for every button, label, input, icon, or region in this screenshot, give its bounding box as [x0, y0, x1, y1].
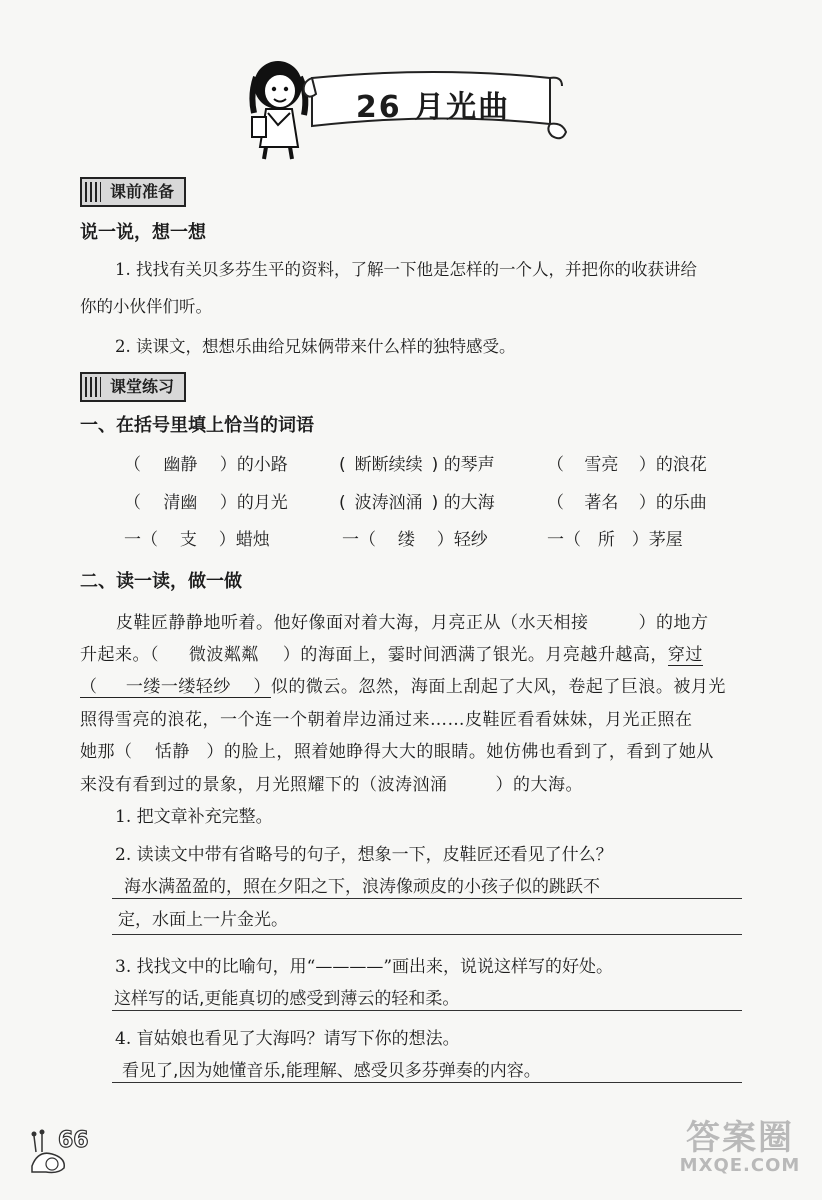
handwritten-answer-sub3: 这样写的话,更能真切的感受到薄云的轻和柔。	[114, 989, 460, 1009]
passage-text: 升起来。	[80, 645, 150, 665]
handwritten-answer: 幽静	[163, 455, 198, 475]
fill-blank-suffix: 的小路	[236, 455, 288, 475]
passage-line-1: 皮鞋匠静静地听着。他好像面对着大海，月亮正从（水天相接 ）的地方	[116, 608, 709, 633]
passage-text: 的脸上，照着她睁得大大的眼睛。她仿佛也看到了，看到了她从	[223, 742, 714, 762]
fill-blank-suffix: 茅屋	[648, 530, 683, 550]
q2-sub-1: 1. 把文章补充完整。	[115, 807, 273, 827]
section-tag-preparation	[80, 177, 186, 207]
handwritten-answer: 断断续续	[354, 455, 423, 475]
passage-text: 的地方	[656, 613, 709, 633]
measure-prefix: 一	[547, 530, 564, 550]
section-tag-label: 课堂练习	[110, 377, 175, 396]
watermark	[675, 1110, 805, 1176]
handwritten-answer-sub4: 看见了,因为她懂音乐,能理解、感受贝多芬弹奏的内容。	[122, 1061, 541, 1081]
tag-stripes-decoration	[85, 182, 101, 202]
handwritten-answer: 缕	[397, 530, 415, 550]
fill-blank-suffix: 的琴声	[443, 455, 495, 475]
fill-blank-suffix: 的大海	[443, 493, 495, 513]
fill-blank-suffix: 轻纱	[453, 530, 488, 550]
handwritten-answer-sub2-line-2: 定，水面上一片金光。	[118, 910, 288, 930]
handwritten-answer: 所	[597, 530, 615, 550]
handwritten-answer: 一缕一缕轻纱	[125, 677, 231, 697]
passage-line-5: 她那（ 恬静 ）的脸上，照着她睁得大大的眼睛。她仿佛也看到了，看到了她从	[80, 737, 714, 762]
answer-rule	[112, 934, 742, 935]
handwritten-answer: 著名	[584, 493, 619, 513]
handwritten-answer: 雪亮	[584, 455, 619, 475]
passage-line-3	[80, 672, 726, 697]
measure-prefix: 一	[342, 530, 359, 550]
measure-prefix: 一	[124, 530, 141, 550]
fill-blank-item: ( 波涛汹涌 ) 的大海	[339, 488, 495, 513]
fill-blank-item: 一（ 支 ）蜡烛	[124, 525, 270, 550]
q2-sub-2: 2. 读读文中带有省略号的句子，想象一下，皮鞋匠还看见了什么？	[115, 845, 613, 865]
fill-blank-item: 一（ 缕 ）轻纱	[342, 525, 488, 550]
passage-text: 似的微云。忽然，海面上刮起了大风，卷起了巨浪。被月光	[270, 677, 726, 697]
handwritten-answer: 水天相接	[518, 613, 589, 633]
page-number: 66	[58, 1128, 89, 1153]
handwritten-answer: 清幽	[163, 493, 198, 513]
fill-blank-item: （ 雪亮 ）的浪花	[547, 450, 707, 475]
passage-line-6: 来没有看到过的景象，月光照耀下的（波涛汹涌 ）的大海。	[80, 770, 583, 795]
prep-heading: 说一说，想一想	[80, 222, 206, 243]
underlined-text: 穿过	[667, 645, 703, 665]
handwritten-answer: 微波粼粼	[188, 645, 259, 665]
answer-rule	[112, 898, 742, 899]
passage-text: 来没有看到过的景象，月光照耀下的	[80, 775, 360, 795]
lesson-title: 26 月光曲	[355, 90, 511, 125]
q2-sub-4: 4. 盲姑娘也看见了大海吗？请写下你的想法。	[115, 1029, 460, 1049]
q2-heading: 二、读一读，做一做	[80, 571, 242, 592]
handwritten-answer: 波涛汹涌	[377, 775, 448, 795]
handwritten-answer: 支	[179, 530, 197, 550]
answer-rule	[112, 1010, 742, 1011]
q1-heading: 一、在括号里填上恰当的词语	[80, 415, 314, 436]
fill-blank-item: （ 幽静 ）的小路	[124, 450, 288, 475]
prep-item-1-line-1: 1. 找找有关贝多芬生平的资料，了解一下他是怎样的一个人，并把你的收获讲给	[115, 260, 697, 279]
fill-blank-suffix: 蜡烛	[235, 530, 270, 550]
underlined-simile: （ 一缕一缕轻纱 ）	[80, 677, 271, 698]
fill-blank-suffix: 的乐曲	[655, 493, 707, 513]
fill-blank-item: ( 断断续续 ) 的琴声	[339, 450, 495, 475]
section-tag-practice	[80, 372, 186, 402]
prep-item-2: 2. 读课文，想想乐曲给兄妹俩带来什么样的独特感受。	[115, 337, 516, 356]
section-tag-label: 课前准备	[110, 182, 175, 201]
handwritten-answer: 恬静	[154, 742, 190, 762]
answer-rule	[112, 1082, 742, 1083]
tag-stripes-decoration	[85, 377, 101, 397]
passage-line-2: 升起来。（ 微波粼粼 ）的海面上，霎时间洒满了银光。月亮越升越高，穿过	[80, 640, 703, 665]
handwritten-answer-sub2-line-1: 海水满盈盈的，照在夕阳之下，浪涛像顽皮的小孩子似的跳跃不	[124, 877, 600, 897]
fill-blank-item: （ 清幽 ）的月光	[124, 488, 288, 513]
fill-blank-suffix: 的月光	[236, 493, 288, 513]
handwritten-answer: 波涛汹涌	[354, 493, 423, 513]
fill-blank-suffix: 的浪花	[655, 455, 707, 475]
passage-text: 她那	[80, 742, 115, 762]
passage-line-4: 照得雪亮的浪花，一个连一个朝着岸边涌过来……皮鞋匠看看妹妹，月光正照在	[80, 710, 693, 730]
passage-text: 的海面上，霎时间洒满了银光。月亮越升越高，	[300, 645, 668, 665]
passage-text: 皮鞋匠静静地听着。他好像面对着大海，月亮正从	[116, 613, 501, 633]
watermark-line-2: MXQE.COM	[679, 1155, 801, 1176]
fill-blank-item: 一（ 所 ）茅屋	[547, 525, 683, 550]
passage-text: 的大海。	[513, 775, 583, 795]
watermark-line-1: 答案圈	[686, 1118, 794, 1158]
prep-item-1-line-2: 你的小伙伴们听。	[80, 297, 212, 316]
fill-blank-item: （ 著名 ）的乐曲	[547, 488, 707, 513]
q2-sub-3: 3. 找找文中的比喻句，用“————”画出来，说说这样写的好处。	[115, 957, 614, 977]
